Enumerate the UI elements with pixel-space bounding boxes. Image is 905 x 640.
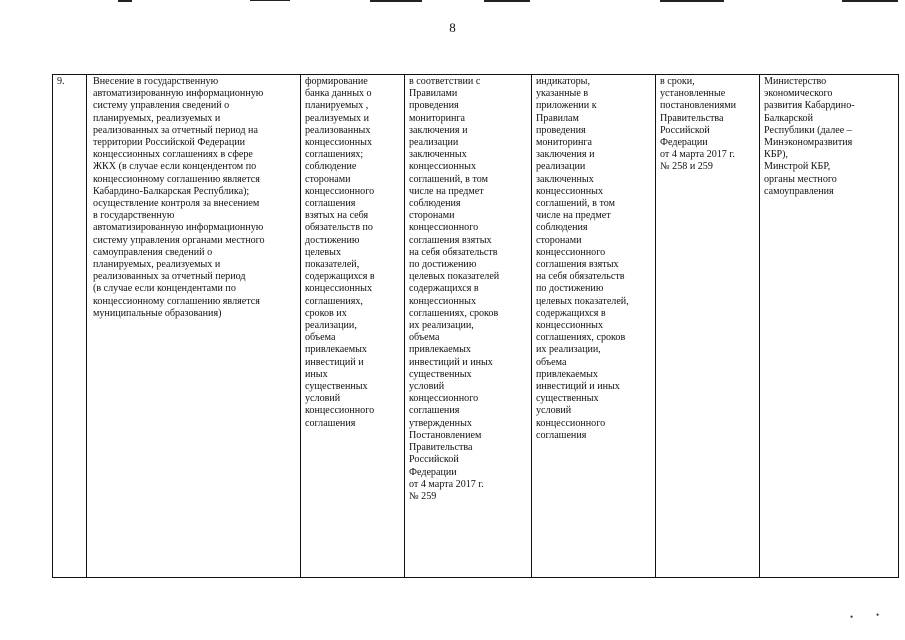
scan-artifact [484, 0, 530, 2]
scan-speck: • [876, 610, 880, 620]
basis-cell [405, 75, 532, 578]
measures-table [52, 74, 899, 578]
row-number-cell [53, 75, 87, 578]
indicators-cell [532, 75, 656, 578]
scan-speck: • [850, 612, 854, 622]
table-row [53, 75, 899, 578]
scan-artifact [370, 0, 422, 2]
scan-artifact [660, 0, 724, 2]
indicators-text: индикаторы, указанные в приложении к Правилам проведения мониторинга заключения и реализации заключенных концессионных соглашений, в том числе на предмет соблюдения сторонами концессионного соглашения взятых на себя обязательств по достижению целевых показателей, содержащихся в концессионных соглашениях, сроков их реализации, объема привлекаемых инвестиций и иных существенных условий концессионного соглашения [536, 76, 629, 441]
deadline-cell [656, 75, 760, 578]
page-number: 8 [449, 20, 456, 35]
executor-cell [760, 75, 899, 578]
goal-text: формирование банка данных о планируемых , реализуемых и реализованных концессионных соглашениях; соблюдение сторонами концессионного соглашения взятых на себя обязательств по достижению целевых показателей, содержащихся в концессионных соглашениях, сроков их реализации, объема привлекаемых инвестиций и иных существенных условий концессионного соглашения [305, 76, 375, 429]
scan-artifact [118, 0, 132, 2]
scan-artifact [250, 0, 290, 1]
measure-text: Внесение в государственную автоматизированную информационную систему управления сведений о планируемых, реализуемых и реализованных за отчетный период на территории Российской Федерации концессионных соглашениях в сфере ЖКХ (в случае если концендентом по концессионному соглашению является Кабардино-Балкарская Республика); осуществление контроля за внесением в государственную автоматизированную информационную систему управления органами местного самоуправления сведений о планируемых, реализуемых и реализованных за отчетный период (в случае если концендентами по концессионному соглашению является муниципальные образования) [93, 76, 265, 319]
goal-cell [301, 75, 405, 578]
row-number: 9. [57, 76, 65, 87]
scan-artifact [842, 0, 898, 2]
measure-cell [87, 75, 301, 578]
basis-text: в соответствии с Правилами проведения мониторинга заключения и реализации заключенных концессионных соглашений, в том числе на предмет соблюдения сторонами концессионного соглашения взятых на себя обязательств по достижению целевых показателей содержащихся в концессионных соглашениях, сроков их реализации, объема привлекаемых инвестиций и иных существенных условий концессионного соглашения утвержденных Постановлением Правительства Российской Федерации от 4 марта 2017 г. № 259 [409, 76, 500, 502]
executor-text: Министерство экономического развития Кабардино- Балкарской Республики (далее – Минэкономразвития КБР), Минстрой КБР, органы местного самоуправления [764, 76, 855, 197]
deadline-text: в сроки, установленные постановлениями Правительства Российской Федерации от 4 марта 2017 г. № 258 и 259 [660, 76, 737, 173]
